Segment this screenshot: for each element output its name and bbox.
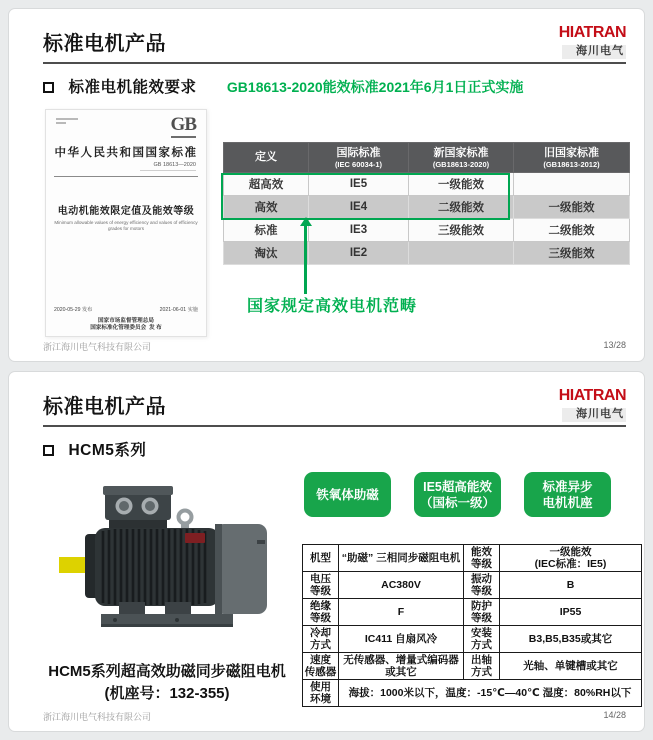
header-definition: 定义 bbox=[224, 143, 309, 173]
table-cell: 标准 bbox=[224, 219, 309, 242]
slide-13 bbox=[8, 8, 645, 362]
table-row bbox=[303, 545, 642, 572]
gb-standard-cover bbox=[45, 109, 207, 337]
title-divider bbox=[43, 425, 626, 427]
gb-english-subtitle bbox=[54, 220, 198, 232]
table-cell: 高效 bbox=[224, 196, 309, 219]
gb-issuer-1: 国家市场监督管理总局 bbox=[98, 318, 154, 324]
section-title: HCM5系列 bbox=[68, 442, 147, 459]
badge-ie5: IE5超高能效 （国标一级） bbox=[414, 472, 501, 517]
section-heading bbox=[43, 438, 146, 460]
table-row bbox=[303, 599, 642, 626]
table-cell: 无传感器、增量式编码器 或其它 bbox=[339, 653, 464, 680]
table-row bbox=[303, 653, 642, 680]
arrow-up-icon bbox=[304, 225, 307, 294]
company-name: 浙江海川电气科技有限公司 bbox=[43, 712, 152, 722]
header-iec: 国际标准 (IEC 60034-1) bbox=[309, 143, 409, 173]
table-row bbox=[224, 242, 630, 265]
table-cell: 绝缘 等级 bbox=[303, 599, 339, 626]
section-heading bbox=[43, 75, 523, 97]
table-row bbox=[303, 572, 642, 599]
gb-implementation-date: 2021-06-01 实施 bbox=[159, 307, 198, 313]
section-bullet-icon bbox=[43, 445, 54, 456]
brand-logo-text: HIATRAN bbox=[558, 24, 626, 41]
table-row bbox=[224, 196, 630, 219]
spec-table bbox=[302, 544, 642, 707]
table-cell: 一级能效 bbox=[409, 173, 514, 196]
table-cell: 超高效 bbox=[224, 173, 309, 196]
table-cell: 速度 传感器 bbox=[303, 653, 339, 680]
table-cell: 防护 等级 bbox=[464, 599, 500, 626]
table-cell: F bbox=[339, 599, 464, 626]
table-cell: 淘汰 bbox=[224, 242, 309, 265]
gb-issuers bbox=[46, 318, 206, 332]
company-name: 浙江海川电气科技有限公司 bbox=[43, 342, 152, 352]
page-number: 14/28 bbox=[603, 710, 626, 720]
gb-dates bbox=[54, 306, 198, 313]
table-cell: AC380V bbox=[339, 572, 464, 599]
table-cell: 冷却 方式 bbox=[303, 626, 339, 653]
gb-issue-label: 发 布 bbox=[149, 325, 162, 331]
table-cell: 使用 环境 bbox=[303, 680, 339, 707]
motor-caption bbox=[35, 660, 299, 703]
badge-ferrite: 铁氧体助磁 bbox=[304, 472, 391, 517]
table-cell: 机型 bbox=[303, 545, 339, 572]
table-cell: IE2 bbox=[309, 242, 409, 265]
page-title: 标准电机产品 bbox=[43, 396, 166, 418]
annotation-text: 国家规定高效电机范畴 bbox=[247, 298, 418, 315]
table-cell: IE5 bbox=[309, 173, 409, 196]
motor-eye-bolt bbox=[179, 511, 192, 524]
feature-badges bbox=[304, 472, 611, 517]
motor-caption-line2: (机座号：132-355) bbox=[104, 685, 230, 702]
gb-main-title: 电动机能效限定值及能效等级 bbox=[57, 206, 195, 217]
motor-nameplate bbox=[185, 533, 205, 543]
table-row bbox=[303, 680, 642, 707]
table-row bbox=[224, 219, 630, 242]
badge-frame: 标准异步 电机机座 bbox=[524, 472, 611, 517]
page-title: 标准电机产品 bbox=[43, 33, 166, 55]
slide-footer bbox=[43, 710, 626, 723]
table-cell: 能效 等级 bbox=[464, 545, 500, 572]
gb-english-line1: Minimum allowable values of energy efficiency and values of efficiency bbox=[54, 220, 198, 225]
brand-logo bbox=[559, 24, 626, 59]
motor-shaft bbox=[59, 557, 89, 573]
section-title: 标准电机能效要求 bbox=[68, 79, 197, 96]
table-row bbox=[303, 626, 642, 653]
header-old-gb: 旧国家标准 (GB18613-2012) bbox=[514, 143, 630, 173]
motor-caption-line1: HCM5系列超高效助磁同步磁阻电机 bbox=[48, 663, 286, 680]
table-cell: 一级能效 bbox=[514, 196, 630, 219]
table-cell: 振动 等级 bbox=[464, 572, 500, 599]
gb-logo: GB bbox=[171, 114, 196, 138]
table-cell: 海拔：1000米以下，温度：-15℃—40℃ 湿度：80%RH以下 bbox=[339, 680, 642, 707]
efficiency-table bbox=[223, 142, 630, 265]
table-cell: 安装 方式 bbox=[464, 626, 500, 653]
table-cell bbox=[409, 242, 514, 265]
table-cell: 三级能效 bbox=[514, 242, 630, 265]
table-row bbox=[224, 173, 630, 196]
header-new-gb: 新国家标准 (GB18613-2020) bbox=[409, 143, 514, 173]
section-bullet-icon bbox=[43, 82, 54, 93]
table-cell: IE4 bbox=[309, 196, 409, 219]
brand-logo-text: HIATRAN bbox=[558, 387, 626, 404]
page-number: 13/28 bbox=[603, 340, 626, 350]
brand-logo-cn: 海川电气 bbox=[562, 408, 626, 422]
table-cell bbox=[514, 173, 630, 196]
table-cell: 出轴 方式 bbox=[464, 653, 500, 680]
table-cell: IP55 bbox=[500, 599, 642, 626]
gb-issuer-2: 国家标准化管理委员会 bbox=[90, 325, 147, 331]
ics-code-lines bbox=[56, 118, 78, 126]
table-cell: IC411 自扇风冷 bbox=[339, 626, 464, 653]
table-cell: “助磁” 三相同步磁阻电机 bbox=[339, 545, 464, 572]
table-header-row bbox=[224, 143, 630, 173]
table-cell: 光轴、单键槽或其它 bbox=[500, 653, 642, 680]
gb-issue-date: 2020-05-29 发布 bbox=[54, 307, 93, 313]
table-cell: 三级能效 bbox=[409, 219, 514, 242]
table-cell: IE3 bbox=[309, 219, 409, 242]
gb-standard-number-text: GB 18613—2020 bbox=[153, 162, 196, 168]
table-cell: 电压 等级 bbox=[303, 572, 339, 599]
brand-logo-cn: 海川电气 bbox=[562, 45, 626, 59]
table-cell: 一级能效 (IEC标准：IE5) bbox=[500, 545, 642, 572]
table-cell: 二级能效 bbox=[409, 196, 514, 219]
brand-logo bbox=[559, 387, 626, 422]
gb-cover-divider bbox=[54, 176, 198, 177]
gb-cover-title: 中华人民共和国国家标准 bbox=[54, 147, 198, 159]
table-cell: 二级能效 bbox=[514, 219, 630, 242]
gb-english-line2: grades for motors bbox=[108, 226, 144, 231]
slide-footer bbox=[43, 340, 626, 353]
section-note: GB18613-2020能效标准2021年6月1日正式实施 bbox=[226, 79, 524, 95]
motor-svg bbox=[57, 484, 272, 634]
table-cell: B bbox=[500, 572, 642, 599]
title-divider bbox=[43, 62, 626, 64]
gb-standard-number bbox=[140, 162, 196, 171]
motor-image bbox=[57, 484, 272, 634]
slide-14 bbox=[8, 371, 645, 732]
table-cell: B3,B5,B35或其它 bbox=[500, 626, 642, 653]
